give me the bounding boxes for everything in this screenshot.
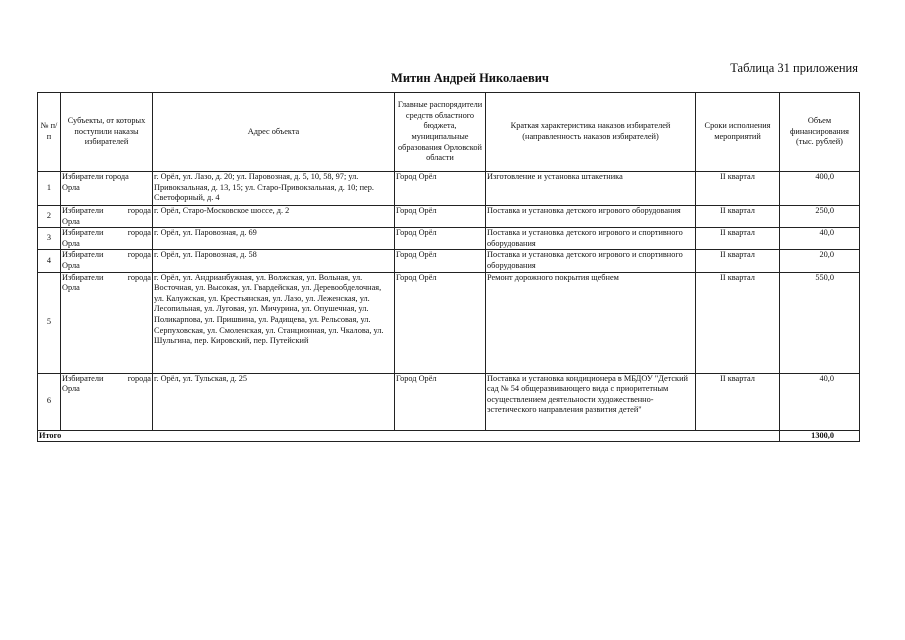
subject-part: города [127, 373, 151, 383]
row-period: II квартал [696, 206, 780, 228]
table-row [38, 228, 860, 250]
column-header-period: Сроки исполнения мероприятий [696, 93, 780, 172]
row-address: г. Орёл, ул. Андрианбужная, ул. Волжская, ул. Вольная, ул. Восточная, ул. Высокая, ул. Гвардейская, ул. Деревообделочная, ул. Калужская, ул. Крестьянская, ул. Лазо, ул. Леженская, ул. Лесопильная, ул. Луговая, ул. Мичурина, ул. Опушечная, ул. Поликарпова, ул. Пришвина, ул. Радищева, ул. Рельсовая, ул. Серпуховская, ул. Смоленская, ул. Станционная, ул. Чкалова, ул. Шульгина, пер. Кировский, пер. Путейский [153, 272, 395, 373]
column-header-managers: Главные распорядители средств областного бюджета, муниципальные образования Орловской области [395, 93, 486, 172]
row-amount: 40,0 [780, 373, 860, 430]
column-header-address: Адрес объекта [153, 93, 395, 172]
row-address: г. Орёл, ул. Паровозная, д. 58 [153, 250, 395, 272]
subject-part: Орла [62, 216, 80, 226]
row-description: Поставка и установка детского игрового и спортивного оборудования [486, 228, 696, 250]
document-title: Митин Андрей Николаевич [391, 71, 549, 85]
row-address: г. Орёл, ул. Паровозная, д. 69 [153, 228, 395, 250]
row-amount: 400,0 [780, 172, 860, 206]
total-amount: 1300,0 [780, 430, 860, 442]
row-description: Поставка и установка детского игрового и спортивного оборудования [486, 250, 696, 272]
subject-part: Избиратели [62, 250, 104, 260]
row-number: 6 [38, 373, 61, 430]
row-period: II квартал [696, 172, 780, 206]
column-header-amount: Объем финансирования (тыс. рублей) [780, 93, 860, 172]
subject-part: Избиратели [62, 206, 104, 215]
row-address: г. Орёл, ул. Лазо, д. 20; ул. Паровозная, д. 5, 10, 58, 97; ул. Привокзальная, д. 13, 15; ул. Старо-Привокзальная, д. 10; пер. Светофорный, д. 4 [153, 172, 395, 206]
subject-part: города [127, 228, 151, 238]
row-manager: Город Орёл [395, 228, 486, 250]
row-description: Изготовление и установка штакетника [486, 172, 696, 206]
subject-part: Избиратели [62, 272, 104, 282]
row-address: г. Орёл, Старо-Московское шоссе, д. 2 [153, 206, 395, 228]
column-header-number: № п/п [38, 93, 61, 172]
subject-part: Избиратели [62, 228, 104, 238]
subject-part: города [127, 250, 151, 260]
row-subject [61, 250, 153, 272]
row-period: II квартал [696, 272, 780, 373]
table-row [38, 272, 860, 373]
row-manager: Город Орёл [395, 272, 486, 373]
row-manager: Город Орёл [395, 206, 486, 228]
row-description: Поставка и установка кондиционера в МБДОУ "Детский сад № 54 общеразвивающего вида с приоритетным осуществлением деятельности художественно-эстетического направления развития детей" [486, 373, 696, 430]
row-subject [61, 206, 153, 228]
subject-part: Избиратели города [62, 172, 129, 181]
subject-part: города [127, 206, 151, 215]
row-period: II квартал [696, 228, 780, 250]
orders-table [37, 92, 860, 442]
row-subject [61, 272, 153, 373]
subject-part: Орла [62, 238, 80, 248]
row-number: 2 [38, 206, 61, 228]
table-row [38, 172, 860, 206]
row-number: 3 [38, 228, 61, 250]
row-number: 4 [38, 250, 61, 272]
subject-part: Избиратели [62, 373, 104, 383]
row-manager: Город Орёл [395, 172, 486, 206]
table-header-row [38, 93, 860, 172]
row-amount: 20,0 [780, 250, 860, 272]
column-header-description: Краткая характеристика наказов избирателей (направленность наказов избирателей) [486, 93, 696, 172]
subject-part: города [127, 272, 151, 282]
row-number: 5 [38, 272, 61, 373]
row-subject [61, 373, 153, 430]
table-row [38, 373, 860, 430]
column-header-subjects: Субъекты, от которых поступили наказы избирателей [61, 93, 153, 172]
table-row [38, 250, 860, 272]
subject-part: Орла [62, 283, 80, 293]
appendix-label: Таблица 31 приложения [730, 61, 858, 75]
total-row [38, 430, 860, 442]
row-amount: 250,0 [780, 206, 860, 228]
total-label: Итого [38, 430, 780, 442]
table-row [38, 206, 860, 228]
row-description: Поставка и установка детского игрового оборудования [486, 206, 696, 228]
subject-part: Орла [62, 182, 80, 192]
row-address: г. Орёл, ул. Тульская, д. 25 [153, 373, 395, 430]
subject-part: Орла [62, 260, 80, 270]
row-subject [61, 228, 153, 250]
row-number: 1 [38, 172, 61, 206]
row-amount: 40,0 [780, 228, 860, 250]
subject-part: Орла [62, 384, 80, 394]
row-period: II квартал [696, 373, 780, 430]
row-manager: Город Орёл [395, 373, 486, 430]
row-subject [61, 172, 153, 206]
row-manager: Город Орёл [395, 250, 486, 272]
row-description: Ремонт дорожного покрытия щебнем [486, 272, 696, 373]
row-amount: 550,0 [780, 272, 860, 373]
row-period: II квартал [696, 250, 780, 272]
